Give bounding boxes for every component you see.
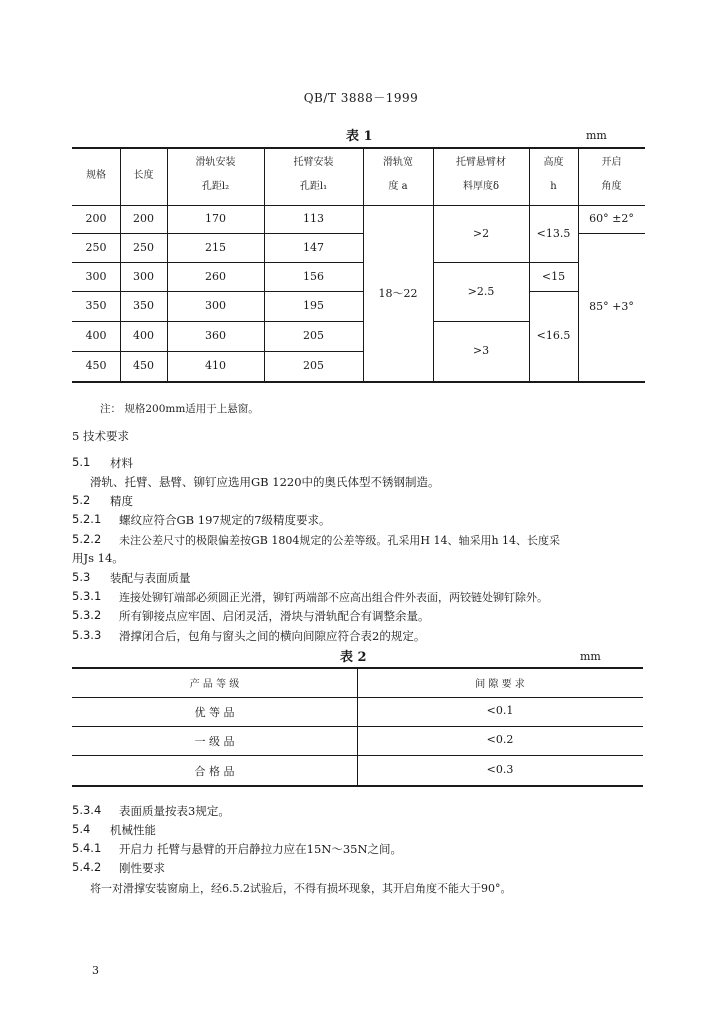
- page-number: 3: [92, 964, 99, 977]
- table-cell: 一 级 品: [194, 735, 235, 748]
- section-5-2-1-text: 螺纹应符合GB 197规定的7级精度要求。: [119, 513, 331, 527]
- th-arm-hole-1: 托臂安装: [293, 157, 334, 168]
- section-5-3-1-number: 5.3.1: [72, 589, 102, 603]
- table-cell: 147: [303, 241, 324, 254]
- table-cell: 合 格 品: [194, 765, 235, 778]
- table-cell: 410: [205, 359, 226, 372]
- table-cell: 200: [133, 212, 154, 225]
- table1-title: 表 1: [346, 129, 373, 144]
- section-5-1-text: 滑轨、托臂、悬臂、铆钉应选用GB 1220中的奥氏体型不锈钢制造。: [90, 475, 440, 489]
- table-cell: 300: [133, 270, 154, 283]
- section-5-3-title: 装配与表面质量: [110, 571, 191, 585]
- th-product-grade: 产 品 等 级: [189, 679, 240, 690]
- table-cell: 350: [85, 299, 107, 312]
- table2-title: 表 2: [340, 650, 367, 665]
- table-cell: <0.2: [486, 733, 514, 746]
- table-cell: 205: [303, 329, 324, 342]
- table1-unit: mm: [586, 129, 607, 142]
- th-rail-hole-2: 孔距l₂: [201, 181, 230, 192]
- section-5-4-1-text: 开启力 托臂与悬臂的开启静拉力应在15N～35N之间。: [119, 842, 403, 856]
- section-5-4-2-title: 刚性要求: [119, 861, 165, 875]
- table-cell: 113: [303, 212, 324, 225]
- thickness-value: >2.5: [467, 285, 495, 298]
- section-5-3-4-text: 表面质量按表3规定。: [119, 804, 230, 818]
- th-rail-width-1: 滑轨宽: [383, 157, 413, 168]
- section-5-3-3-number: 5.3.3: [72, 628, 102, 642]
- table-cell: <0.3: [486, 763, 514, 776]
- table1-note: 注： 规格200mm适用于上悬窗。: [100, 403, 259, 415]
- section-5-2-2-text: 未注公差尺寸的极限偏差按GB 1804规定的公差等级。孔采用H 14、轴采用h 14、长度采: [119, 534, 561, 547]
- table-cell: 260: [205, 270, 226, 283]
- th-arm-hole-2: 孔距l₁: [299, 181, 328, 192]
- section-5-3-1-text: 连接处铆钉端部必须圆正光滑，铆钉两端部不应高出组合件外表面，两铰链处铆钉除外。: [119, 591, 548, 604]
- section-5-2-2-continued: 用Js 14。: [72, 551, 124, 565]
- section-5-3-4-number: 5.3.4: [72, 803, 102, 817]
- table2-unit: mm: [580, 650, 601, 663]
- table-cell: 300: [85, 270, 107, 283]
- thickness-value: >3: [472, 344, 490, 357]
- th-gap-requirement: 间 隙 要 求: [475, 679, 525, 690]
- table-cell: 450: [133, 359, 154, 372]
- rail-width-value: 18～22: [378, 287, 418, 300]
- section-5-2-1-number: 5.2.1: [72, 512, 102, 526]
- section-5-title: 5 技术要求: [72, 429, 129, 443]
- section-5-4-2-text: 将一对滑撑安装窗扇上，经6.5.2试验后，不得有损坏现象，其开启角度不能大于90°。: [90, 882, 512, 895]
- th-rail-hole-1: 滑轨安装: [195, 157, 236, 168]
- table-cell: 170: [205, 212, 226, 225]
- th-height-1: 高度: [543, 157, 564, 168]
- height-value: <15: [541, 270, 566, 283]
- th-thickness-1: 托臂悬臂材: [456, 157, 506, 168]
- thickness-value: >2: [472, 227, 490, 240]
- table-cell: 400: [85, 329, 107, 342]
- section-5-1-number: 5.1: [72, 455, 91, 469]
- table-cell: 250: [133, 241, 154, 254]
- th-angle-1: 开启: [601, 157, 622, 168]
- section-5-1-title: 材料: [110, 456, 133, 470]
- section-5-3-3-text: 滑撑闭合后，包角与窗头之间的横向间隙应符合表2的规定。: [119, 629, 426, 643]
- table-cell: 250: [85, 241, 107, 254]
- table-cell: 205: [303, 359, 324, 372]
- section-5-4-2-number: 5.4.2: [72, 860, 102, 874]
- table-cell: 195: [303, 299, 324, 312]
- standard-code-header: QB/T 3888－1999: [303, 91, 419, 105]
- table-cell: <0.1: [486, 704, 514, 717]
- table-cell: 300: [205, 299, 226, 312]
- section-5-3-2-text: 所有铆接点应牢固、启闭灵活，滑块与滑轨配合有调整余量。: [119, 609, 430, 623]
- section-5-4-number: 5.4: [72, 822, 91, 836]
- section-5-2-2-number: 5.2.2: [72, 532, 102, 546]
- height-value: <16.5: [536, 329, 571, 342]
- th-rail-width-2: 度 a: [388, 181, 408, 192]
- table-cell: 450: [85, 359, 107, 372]
- th-spec: 规格: [86, 170, 106, 181]
- th-length: 长度: [133, 170, 154, 181]
- height-value: <13.5: [536, 227, 571, 240]
- th-thickness-2: 料厚度δ: [462, 181, 500, 192]
- section-5-4-1-number: 5.4.1: [72, 841, 102, 855]
- angle-value: 60° ±2°: [589, 212, 634, 225]
- th-height-2: h: [550, 181, 557, 192]
- section-5-2-title: 精度: [110, 494, 133, 508]
- table-cell: 215: [205, 241, 226, 254]
- table-cell: 200: [85, 212, 107, 225]
- table-cell: 400: [133, 329, 154, 342]
- table-cell: 156: [303, 270, 324, 283]
- section-5-4-title: 机械性能: [110, 823, 156, 837]
- th-angle-2: 角度: [601, 181, 622, 192]
- table-cell: 优 等 品: [194, 706, 235, 719]
- section-5-3-number: 5.3: [72, 570, 91, 584]
- table-cell: 360: [205, 329, 226, 342]
- angle-value: 85° +3°: [589, 300, 634, 313]
- section-5-3-2-number: 5.3.2: [72, 608, 102, 622]
- section-5-2-number: 5.2: [72, 493, 91, 507]
- table-cell: 350: [133, 299, 154, 312]
